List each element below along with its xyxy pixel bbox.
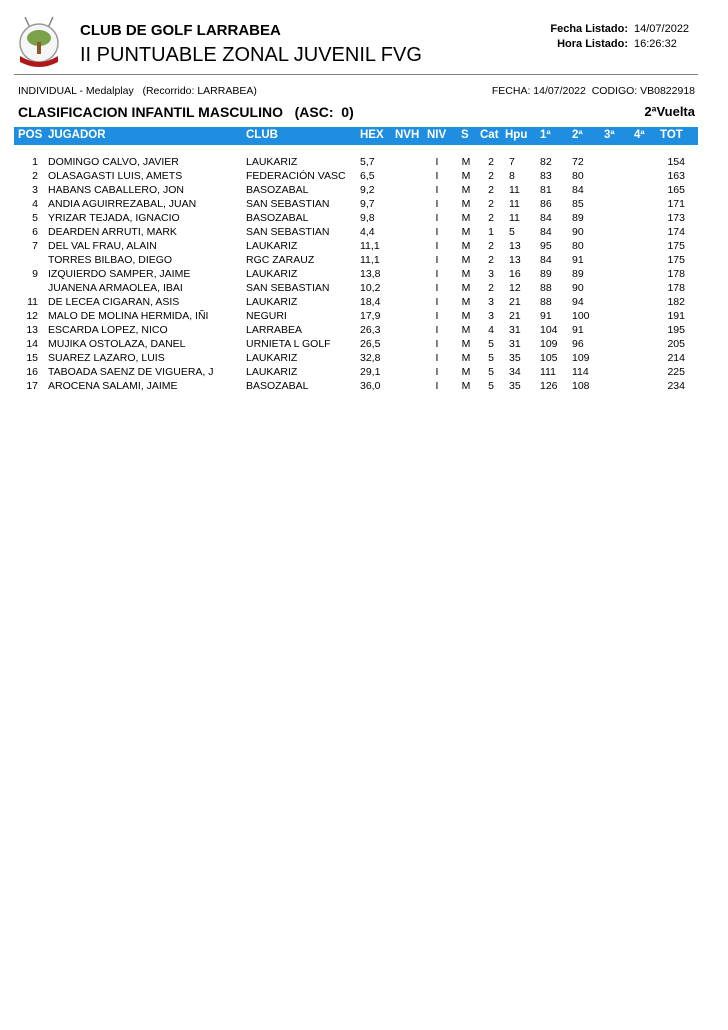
club-cell: LAUKARIZ <box>246 296 298 308</box>
sex-cell: M <box>461 212 471 224</box>
sex-cell: M <box>461 324 471 336</box>
round-2-cell: 89 <box>572 268 584 280</box>
table-header <box>14 127 698 145</box>
round-1-cell: 84 <box>540 254 552 266</box>
hex-cell: 17,9 <box>360 310 381 322</box>
round-1-cell: 83 <box>540 170 552 182</box>
round-1-cell: 86 <box>540 198 552 210</box>
niv-cell: I <box>435 240 439 252</box>
player-name-cell: AROCENA SALAMI, JAIME <box>48 380 178 392</box>
hpu-cell: 21 <box>509 310 521 322</box>
col-niv: NIV <box>427 129 447 141</box>
category-cell: 2 <box>488 254 494 266</box>
round-2-cell: 109 <box>572 352 590 364</box>
niv-cell: I <box>435 338 439 350</box>
club-cell: BASOZABAL <box>246 380 309 392</box>
sex-cell: M <box>461 310 471 322</box>
niv-cell: I <box>435 380 439 392</box>
table-row <box>14 296 698 310</box>
position-cell: 13 <box>26 324 38 336</box>
hpu-cell: 16 <box>509 268 521 280</box>
hpu-cell: 12 <box>509 282 521 294</box>
table-row <box>14 198 698 212</box>
player-name-cell: HABANS CABALLERO, JON <box>48 184 184 196</box>
sex-cell: M <box>461 226 471 238</box>
round-2-cell: 84 <box>572 184 584 196</box>
round-1-cell: 105 <box>540 352 558 364</box>
club-cell: LAUKARIZ <box>246 156 298 168</box>
category-cell: 2 <box>488 240 494 252</box>
niv-cell: I <box>435 184 439 196</box>
hex-cell: 11,1 <box>360 254 380 266</box>
player-name-cell: SUAREZ LAZARO, LUIS <box>48 352 165 364</box>
club-cell: LAUKARIZ <box>246 268 298 280</box>
sex-cell: M <box>461 254 471 266</box>
position-cell: 16 <box>26 366 38 378</box>
round-2-cell: 91 <box>572 254 584 266</box>
table-row <box>14 268 698 282</box>
table-row <box>14 226 698 240</box>
table-row <box>14 240 698 254</box>
total-cell: 175 <box>667 254 685 266</box>
hpu-cell: 11 <box>509 212 520 224</box>
table-row <box>14 254 698 268</box>
hpu-cell: 8 <box>509 170 515 182</box>
club-cell: SAN SEBASTIAN <box>246 226 330 238</box>
round-1-cell: 84 <box>540 226 552 238</box>
total-cell: 182 <box>667 296 685 308</box>
hex-cell: 10,2 <box>360 282 381 294</box>
player-name-cell: MUJIKA OSTOLAZA, DANEL <box>48 338 186 350</box>
niv-cell: I <box>435 352 439 364</box>
category-cell: 3 <box>488 296 494 308</box>
table-row <box>14 170 698 184</box>
round-1-cell: 111 <box>540 366 556 378</box>
round-2-cell: 80 <box>572 170 584 182</box>
table-row <box>14 380 698 394</box>
sex-cell: M <box>461 240 471 252</box>
total-cell: 173 <box>667 212 685 224</box>
round-1-cell: 89 <box>540 268 552 280</box>
sex-cell: M <box>461 352 471 364</box>
category-cell: 5 <box>488 338 494 350</box>
col-s: S <box>461 129 469 141</box>
round-2-cell: 96 <box>572 338 584 350</box>
player-name-cell: DOMINGO CALVO, JAVIER <box>48 156 179 168</box>
table-row <box>14 352 698 366</box>
niv-cell: I <box>435 366 439 378</box>
club-cell: RGC ZARAUZ <box>246 254 315 266</box>
table-row <box>14 310 698 324</box>
total-cell: 205 <box>667 338 685 350</box>
position-cell: 14 <box>26 338 38 350</box>
round-2-cell: 72 <box>572 156 584 168</box>
category-cell: 2 <box>488 156 494 168</box>
round-2-cell: 90 <box>572 282 584 294</box>
round-2-cell: 94 <box>572 296 584 308</box>
classification-title: CLASIFICACION INFANTIL MASCULINO (ASC: 0) <box>18 104 354 120</box>
round-2-cell: 80 <box>572 240 584 252</box>
sex-cell: M <box>461 198 471 210</box>
table-row <box>14 184 698 198</box>
col-nvh: NVH <box>395 129 420 141</box>
sex-cell: M <box>461 170 471 182</box>
category-cell: 2 <box>488 212 494 224</box>
position-cell: 11 <box>27 296 38 308</box>
club-cell: LAUKARIZ <box>246 366 298 378</box>
position-cell: 9 <box>32 268 38 280</box>
hpu-cell: 13 <box>509 254 521 266</box>
round-1-cell: 104 <box>540 324 558 336</box>
header-divider <box>14 74 698 75</box>
round-2-cell: 90 <box>572 226 584 238</box>
hex-cell: 29,1 <box>360 366 381 378</box>
club-cell: SAN SEBASTIAN <box>246 282 330 294</box>
total-cell: 165 <box>667 184 685 196</box>
total-cell: 175 <box>667 240 685 252</box>
player-name-cell: IZQUIERDO SAMPER, JAIME <box>48 268 191 280</box>
total-cell: 163 <box>667 170 685 182</box>
total-cell: 234 <box>667 380 685 392</box>
round-1-cell: 88 <box>540 296 552 308</box>
event-name: II PUNTUABLE ZONAL JUVENIL FVG <box>80 44 422 66</box>
total-cell: 178 <box>667 282 685 294</box>
niv-cell: I <box>435 156 439 168</box>
hex-cell: 36,0 <box>360 380 381 392</box>
hex-cell: 9,2 <box>360 184 375 196</box>
table-row <box>14 282 698 296</box>
total-cell: 174 <box>667 226 685 238</box>
table-row <box>14 212 698 226</box>
club-cell: LAUKARIZ <box>246 240 298 252</box>
position-cell: 15 <box>26 352 38 364</box>
club-cell: BASOZABAL <box>246 212 309 224</box>
sex-cell: M <box>461 380 471 392</box>
player-name-cell: TORRES BILBAO, DIEGO <box>48 254 173 266</box>
col-hex: HEX <box>360 129 384 141</box>
round-1-cell: 95 <box>540 240 552 252</box>
round-2-cell: 89 <box>572 212 584 224</box>
col-pos: POS <box>18 129 43 141</box>
hex-cell: 32,8 <box>360 352 381 364</box>
niv-cell: I <box>435 268 439 280</box>
sex-cell: M <box>461 366 471 378</box>
hpu-cell: 13 <box>509 240 521 252</box>
club-logo <box>14 14 64 70</box>
hpu-cell: 11 <box>509 198 520 210</box>
hex-cell: 11,1 <box>360 240 380 252</box>
hpu-cell: 7 <box>509 156 515 168</box>
niv-cell: I <box>435 198 439 210</box>
total-cell: 171 <box>667 198 685 210</box>
hpu-cell: 31 <box>509 324 521 336</box>
hpu-cell: 35 <box>509 352 521 364</box>
category-cell: 1 <box>488 226 494 238</box>
club-cell: LAUKARIZ <box>246 352 298 364</box>
total-cell: 195 <box>667 324 685 336</box>
category-cell: 5 <box>488 380 494 392</box>
hpu-cell: 34 <box>509 366 521 378</box>
niv-cell: I <box>435 170 439 182</box>
round-2-cell: 91 <box>572 324 584 336</box>
niv-cell: I <box>435 212 439 224</box>
category-cell: 2 <box>488 184 494 196</box>
niv-cell: I <box>435 226 439 238</box>
col-round-4: 4ª <box>634 129 645 141</box>
sex-cell: M <box>461 338 471 350</box>
position-cell: 2 <box>32 170 38 182</box>
player-name-cell: DEARDEN ARRUTI, MARK <box>48 226 177 238</box>
hpu-cell: 21 <box>509 296 521 308</box>
position-cell: 17 <box>26 380 38 392</box>
total-cell: 225 <box>667 366 685 378</box>
niv-cell: I <box>435 310 439 322</box>
sex-cell: M <box>461 296 471 308</box>
category-cell: 4 <box>488 324 494 336</box>
category-cell: 3 <box>488 268 494 280</box>
hpu-cell: 35 <box>509 380 521 392</box>
table-row <box>14 324 698 338</box>
col-round-3: 3ª <box>604 129 615 141</box>
player-name-cell: YRIZAR TEJADA, IGNACIO <box>48 212 180 224</box>
niv-cell: I <box>435 324 439 336</box>
club-name: CLUB DE GOLF LARRABEA <box>80 22 281 39</box>
col-round-1: 1ª <box>540 129 551 141</box>
col-tot: TOT <box>660 129 683 141</box>
round-1-cell: 84 <box>540 212 552 224</box>
category-cell: 2 <box>488 282 494 294</box>
total-cell: 154 <box>667 156 685 168</box>
round-1-cell: 109 <box>540 338 558 350</box>
position-cell: 1 <box>32 156 38 168</box>
hpu-cell: 5 <box>509 226 515 238</box>
total-cell: 178 <box>667 268 685 280</box>
fecha-listado-value: 14/07/2022 <box>634 23 690 35</box>
competition-format: INDIVIDUAL - Medalplay (Recorrido: LARRABEA) <box>18 85 257 97</box>
col-club: CLUB <box>246 129 278 141</box>
fecha-listado-label: Fecha Listado: <box>550 23 628 35</box>
category-cell: 2 <box>488 170 494 182</box>
round-2-cell: 108 <box>572 380 590 392</box>
round-1-cell: 91 <box>540 310 552 322</box>
col-cat: Cat <box>480 129 499 141</box>
table-row <box>14 366 698 380</box>
hex-cell: 4,4 <box>360 226 375 238</box>
club-cell: SAN SEBASTIAN <box>246 198 330 210</box>
sex-cell: M <box>461 282 471 294</box>
club-cell: BASOZABAL <box>246 184 309 196</box>
col-jugador: JUGADOR <box>48 129 106 141</box>
club-cell: NEGURI <box>246 310 287 322</box>
results-table <box>14 156 698 394</box>
category-cell: 3 <box>488 310 494 322</box>
position-cell: 7 <box>32 240 38 252</box>
position-cell: 3 <box>32 184 38 196</box>
player-name-cell: DE LECEA CIGARAN, ASIS <box>48 296 180 308</box>
position-cell: 4 <box>32 198 38 210</box>
hex-cell: 26,3 <box>360 324 381 336</box>
table-row <box>14 156 698 170</box>
total-cell: 191 <box>667 310 685 322</box>
niv-cell: I <box>435 296 439 308</box>
player-name-cell: DEL VAL FRAU, ALAIN <box>48 240 157 252</box>
round-1-cell: 126 <box>540 380 558 392</box>
hex-cell: 13,8 <box>360 268 381 280</box>
total-cell: 214 <box>667 352 685 364</box>
player-name-cell: TABOADA SAENZ DE VIGUERA, J <box>48 366 214 378</box>
hex-cell: 9,8 <box>360 212 375 224</box>
hpu-cell: 31 <box>509 338 521 350</box>
player-name-cell: ESCARDA LOPEZ, NICO <box>48 324 168 336</box>
hex-cell: 6,5 <box>360 170 375 182</box>
position-cell: 12 <box>26 310 38 322</box>
round-1-cell: 88 <box>540 282 552 294</box>
category-cell: 2 <box>488 198 494 210</box>
hex-cell: 9,7 <box>360 198 375 210</box>
hpu-cell: 11 <box>509 184 520 196</box>
table-row <box>14 338 698 352</box>
date-code: FECHA: 14/07/2022 CODIGO: VB0822918 <box>491 85 695 97</box>
niv-cell: I <box>435 282 439 294</box>
player-name-cell: ANDIA AGUIRREZABAL, JUAN <box>48 198 197 210</box>
hex-cell: 26,5 <box>360 338 381 350</box>
position-cell: 6 <box>32 226 38 238</box>
club-cell: FEDERACIÓN VASC <box>246 170 346 182</box>
listing-meta <box>550 22 696 52</box>
sex-cell: M <box>461 184 471 196</box>
sex-cell: M <box>461 268 471 280</box>
category-cell: 5 <box>488 366 494 378</box>
round-label: 2ªVuelta <box>644 104 695 119</box>
club-cell: LARRABEA <box>246 324 303 336</box>
player-name-cell: OLASAGASTI LUIS, AMETS <box>48 170 183 182</box>
col-hpu: Hpu <box>505 129 528 141</box>
hora-listado-value: 16:26:32 <box>634 38 677 50</box>
round-2-cell: 100 <box>572 310 590 322</box>
niv-cell: I <box>435 254 439 266</box>
hex-cell: 5,7 <box>360 156 375 168</box>
position-cell: 5 <box>32 212 38 224</box>
player-name-cell: JUANENA ARMAOLEA, IBAI <box>48 282 183 294</box>
sex-cell: M <box>461 156 471 168</box>
hex-cell: 18,4 <box>360 296 381 308</box>
round-1-cell: 82 <box>540 156 552 168</box>
round-1-cell: 81 <box>540 184 552 196</box>
category-cell: 5 <box>488 352 494 364</box>
col-round-2: 2ª <box>572 129 583 141</box>
hora-listado-label: Hora Listado: <box>557 38 628 50</box>
club-cell: URNIETA L GOLF <box>246 338 331 350</box>
round-2-cell: 114 <box>572 366 589 378</box>
round-2-cell: 85 <box>572 198 584 210</box>
player-name-cell: MALO DE MOLINA HERMIDA, IÑI <box>48 310 209 322</box>
